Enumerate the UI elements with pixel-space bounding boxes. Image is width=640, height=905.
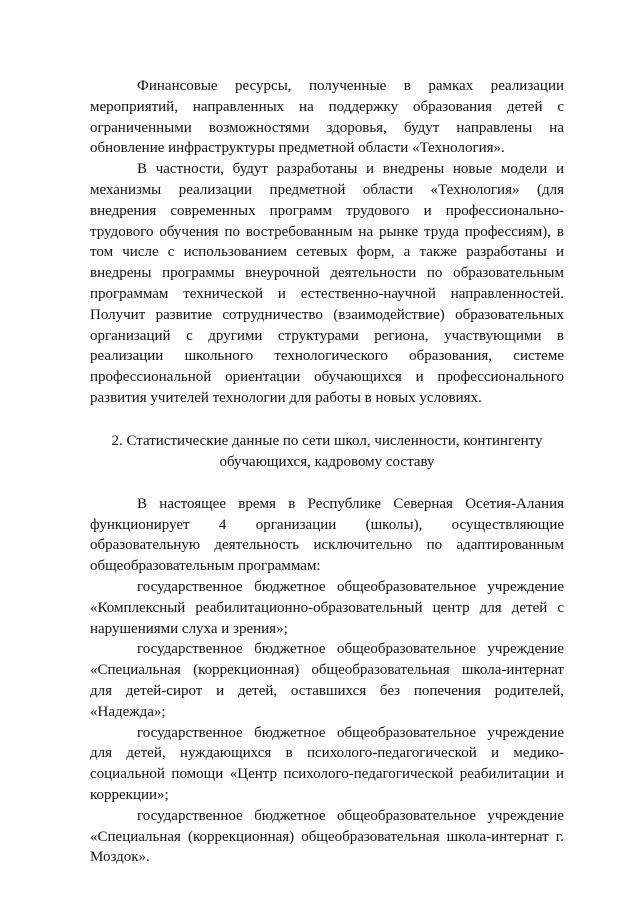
paragraph-schools-intro: В настоящее время в Республике Северная Осетия-Алания функционирует 4 организации (школы), осуществляющие образовательную деятельность исключительно по адаптированным общеобразовательным программам: xyxy=(90,495,564,575)
section-heading: 2. Статистические данные по сети школ, численности, контингенту обучающихся, кадровому составу xyxy=(111,432,543,470)
list-item-school-2: государственное бюджетное общеобразовательное учреждение «Специальная (коррекционная) общеобразовательная школа-интернат для детей-сирот и детей, оставшихся без попечения родителей, «Надежда»; xyxy=(90,641,564,720)
list-item-school-3: государственное бюджетное общеобразовательное учреждение для детей, нуждающихся в психолого-педагогической и медико-социальной помощи «Центр психолого-педагогической реабилитации и коррекции»; xyxy=(90,724,564,803)
paragraph-technology-models: В частности, будут разработаны и внедрены новые модели и механизмы реализации предметной области «Технология» (для внедрения современных программ трудового и профессионально-трудового обучения по востребованным на рынке труда профессиям), в том числе с использованием сетевых форм, а также разработаны и внедрены программы внеурочной деятельности по образовательным программам технической и естественно-научной направленностей. Получит развитие сотрудничество (взаимодействие) образовательных организаций с другими структурами региона, участвующими в реализации школьного технологического образования, системе профессиональной ориентации обучающихся и профессионального развития учителей технологии для работы в новых условиях. xyxy=(90,161,564,406)
paragraph-financial-resources: Финансовые ресурсы, полученные в рамках реализации мероприятий, направленных на поддержку образования детей с ограниченными возможностями здоровья, будут направлены на обновление инфраструктуры предметной области «Технология». xyxy=(90,78,564,157)
document-page xyxy=(90,76,564,868)
spacer xyxy=(90,473,564,494)
list-item-school-4: государственное бюджетное общеобразовательное учреждение «Специальная (коррекционная) общеобразовательная школа-интернат г. Моздок». xyxy=(90,807,564,866)
list-item-school-1: государственное бюджетное общеобразовательное учреждение «Комплексный реабилитационно-образовательный центр для детей с нарушениями слуха и зрения»; xyxy=(90,578,564,637)
spacer xyxy=(90,409,564,431)
